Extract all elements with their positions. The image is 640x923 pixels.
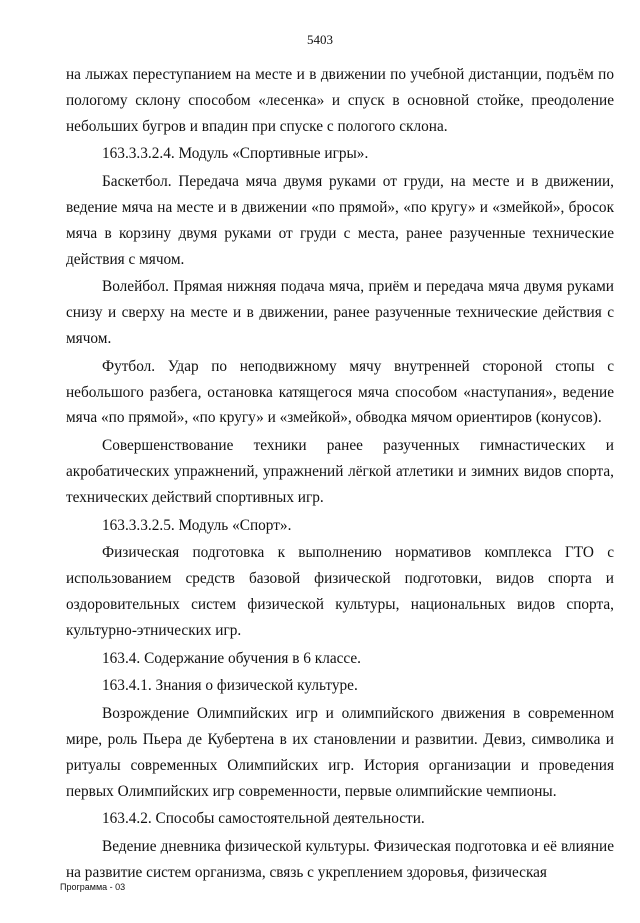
section-heading: 163.4.2. Способы самостоятельной деятельности.	[102, 810, 425, 828]
section-heading: 163.4. Содержание обучения в 6 классе.	[102, 649, 362, 667]
page-number: 5403	[307, 32, 333, 47]
section-heading: 163.3.3.2.5. Модуль «Спорт».	[102, 516, 292, 534]
document-body	[66, 62, 614, 888]
paragraph: Физическая подготовка к выполнению нормативов комплекса ГТО с использованием средств базовой физической подготовки, видов спорта и оздоровительных систем физической культуры, национальных видов спорта, культурно-этнических игр.	[66, 544, 614, 639]
paragraph: Совершенствование техники ранее разученных гимнастических и акробатических упражнений, упражнений лёгкой атлетики и зимних видов спорта, технических действий спортивных игр.	[66, 437, 614, 506]
paragraph: Возрождение Олимпийских игр и олимпийского движения в современном мире, роль Пьера де Кубертена в их становлении и развитии. Девиз, символика и ритуалы современных Олимпийских игр. История организации и проведения первых Олимпийских игр современности, первые олимпийские чемпионы.	[66, 705, 614, 800]
paragraph: Ведение дневника физической культуры. Физическая подготовка и её влияние на развитие систем организма, связь с укреплением здоровья, физическая	[66, 838, 614, 881]
footer-label: Программа - 03	[60, 882, 126, 892]
section-heading: 163.4.1. Знания о физической культуре.	[102, 677, 358, 695]
section-heading: 163.3.3.2.4. Модуль «Спортивные игры».	[102, 145, 369, 163]
paragraph: на лыжах переступанием на месте и в движении по учебной дистанции, подъём по пологому склону способом «лесенка» и спуск в основной стойке, преодоление небольших бугров и впадин при спуске с пологого склона.	[66, 66, 614, 135]
paragraph: Футбол. Удар по неподвижному мячу внутренней стороной стопы с небольшого разбега, остановка катящегося мяча способом «наступания», ведение мяча «по прямой», «по кругу» и «змейкой», обводка мячом ориентиров (конусов).	[66, 357, 614, 427]
paragraph: Баскетбол. Передача мяча двумя руками от груди, на месте и в движении, ведение мяча на месте и в движении «по прямой», «по кругу» и «змейкой», бросок мяча в корзину двумя руками от груди с места, ранее разученные технические действия с мячом.	[66, 173, 614, 268]
paragraph: Волейбол. Прямая нижняя подача мяча, приём и передача мяча двумя руками снизу и сверху на месте и в движении, ранее разученные технические действия с мячом.	[66, 278, 614, 347]
